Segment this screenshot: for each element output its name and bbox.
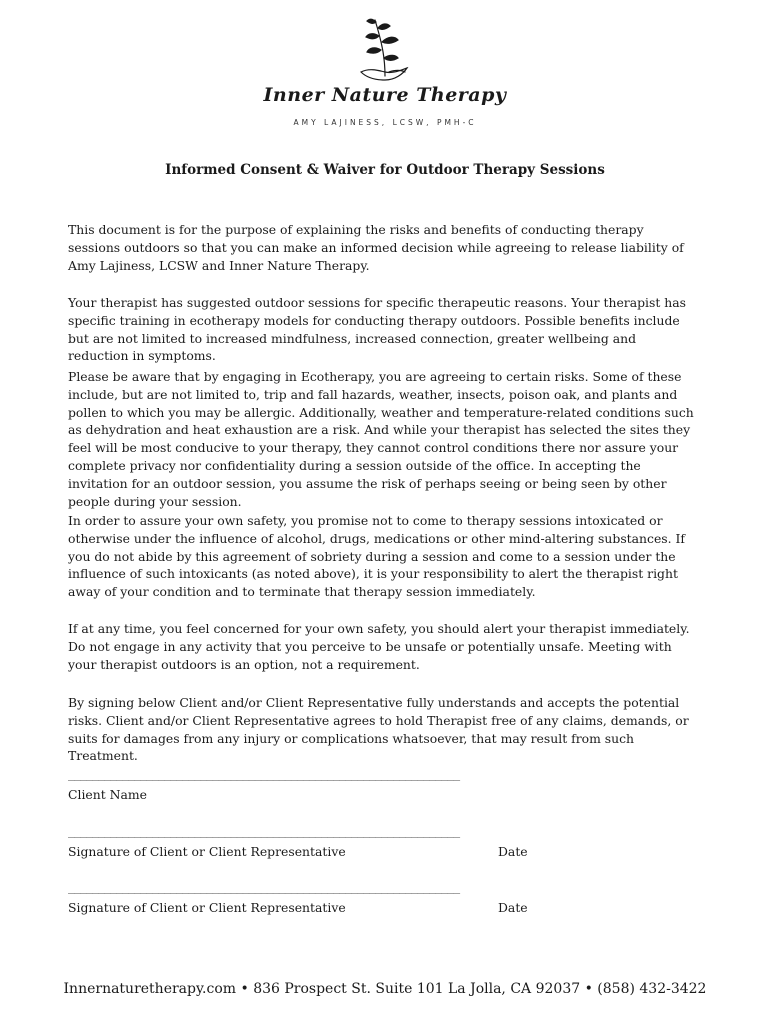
paragraph-risks: Please be aware that by engaging in Ecotherapy, you are agreeing to certain risks. Some of these include, but are not limited to, trip and fall hazards, weather, insects, poison oak, and plants and pollen to which you may be allergic. Additionally, weather and temperature-related conditions such as dehydration and heat exhaustion are a risk. And while your therapist has selected the sites they feel will be most conducive to your therapy, they cannot control conditions there nor assure your complete privacy nor confidentiality during a session outside of the office. In accepting the invitation for an outdoor session, you assume the risk of perhaps seeing or being seen by other people during your session.: [68, 369, 694, 509]
footer-contact: Innernaturetherapy.com • 836 Prospect St. Suite 101 La Jolla, CA 92037 • (858) 432-3422: [63, 981, 707, 997]
paragraph-sobriety: In order to assure your own safety, you promise not to come to therapy sessions intoxicated or otherwise under the influence of alcohol, drugs, medications or other mind-altering substances. If you do not abide by this agreement of sobriety during a session and come to a session under the influence of such intoxicants (as noted above), it is your responsibility to alert the therapist right away of your condition and to terminate that therapy session immediately.: [68, 513, 686, 600]
paragraph-benefits: Your therapist has suggested outdoor sessions for specific therapeutic reasons. Your therapist has specific training in ecotherapy models for conducting therapy outdoors. Possible benefits include but are not limited to increased mindfulness, increased connection, greater wellbeing and reduction in symptoms.: [68, 295, 686, 364]
logo: [0, 10, 770, 135]
paragraph-safety: If at any time, you feel concerned for your own safety, you should alert your therapist immediately. Do not engage in any activity that you perceive to be unsafe or potentially unsafe. Meeting with your therapist outdoors is an option, not a requirement.: [68, 621, 690, 672]
paragraph-agreement: By signing below Client and/or Client Representative fully understands and accepts the potential risks. Client and/or Client Representative agrees to hold Therapist free of any claims, demands, or suits for damages from any injury or complications whatsoever, that may result from such Treatment.: [68, 695, 689, 764]
signature-line-1[interactable]: _________________________________________________________________: [68, 825, 460, 838]
brand-name: Inner Nature Therapy: [263, 84, 507, 106]
brand-subtitle: AMY LAJINESS, LCSW, PMH-C: [293, 118, 477, 127]
signature-label-2: Signature of Client or Client Representative: [68, 900, 346, 915]
date-label-1: Date: [498, 844, 528, 859]
signature-line-2[interactable]: _________________________________________________________________: [68, 881, 460, 894]
date-label-2: Date: [498, 900, 528, 915]
plant-in-hand-icon: [345, 10, 425, 90]
client-name-line[interactable]: _________________________________________________________________: [68, 768, 460, 781]
paragraph-purpose: This document is for the purpose of explaining the risks and benefits of conducting therapy sessions outdoors so that you can make an informed decision while agreeing to release liability of Amy Lajiness, LCSW and Inner Nature Therapy.: [68, 222, 684, 273]
client-name-label: Client Name: [68, 787, 147, 802]
document-title: Informed Consent & Waiver for Outdoor Therapy Sessions: [165, 162, 605, 178]
signature-label-1: Signature of Client or Client Representative: [68, 844, 346, 859]
